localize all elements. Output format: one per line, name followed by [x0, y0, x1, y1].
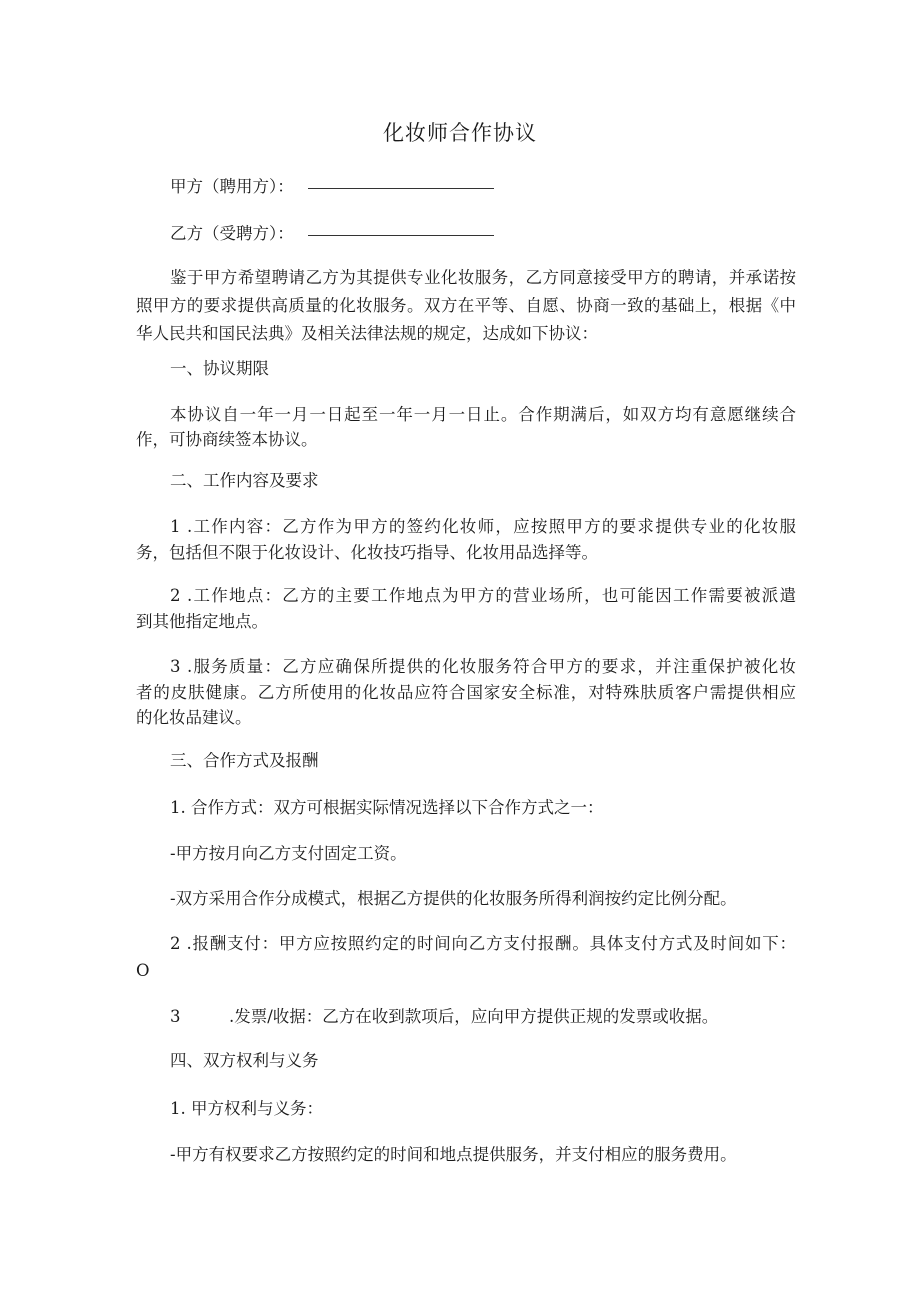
party-b-label: 乙方（受聘方）：: [170, 224, 294, 243]
section-3-item-1: 1. 合作方式：双方可根据实际情况选择以下合作方式之一：: [170, 798, 604, 817]
party-b-row: [170, 218, 796, 249]
preamble-line-1: 鉴于甲方希望聘请乙方为其提供专业化妆服务，乙方同意接受甲方的聘请，并承诺按: [170, 268, 796, 287]
party-b-blank[interactable]: [308, 234, 494, 236]
preamble-line-2: 照甲方的要求提供高质量的化妆服务。双方在平等、自愿、协商一致的基础上，根据《中: [136, 296, 796, 315]
section-3-item-3: [170, 1001, 796, 1032]
section-1-heading: 一、协议期限: [170, 359, 269, 378]
section-2-heading: 二、工作内容及要求: [170, 471, 319, 490]
section-2-item-2-line-1: 2 .工作地点：乙方的主要工作地点为甲方的营业场所，也可能因工作需要被派遣: [170, 586, 796, 605]
party-a-label: 甲方（聘用方）：: [170, 177, 294, 196]
section-3-item-3-text: .发票/收据：乙方在收到款项后，应向甲方提供正规的发票或收据。: [229, 1007, 719, 1026]
section-3-heading: 三、合作方式及报酬: [170, 751, 319, 770]
section-2-item-3-line-1: 3 .服务质量：乙方应确保所提供的化妆服务符合甲方的要求，并注重保护被化妆: [170, 657, 796, 676]
party-a-row: [170, 171, 796, 202]
section-1-line-2: 作，可协商续签本协议。: [136, 430, 318, 449]
section-4-option-1: -甲方有权要求乙方按照约定的时间和地点提供服务，并支付相应的服务费用。: [170, 1145, 737, 1164]
section-2-item-1-line-1: 1 .工作内容：乙方作为甲方的签约化妆师，应按照甲方的要求提供专业的化妆服: [170, 517, 796, 536]
section-3-option-1: -甲方按月向乙方支付固定工资。: [170, 844, 407, 863]
section-3-option-2: -双方采用合作分成模式，根据乙方提供的化妆服务所得利润按约定比例分配。: [170, 889, 737, 908]
party-a-blank[interactable]: [308, 187, 494, 189]
section-3-item-2-line-2: O: [136, 961, 150, 980]
section-2-item-1-line-2: 务，包括但不限于化妆设计、化妆技巧指导、化妆用品选择等。: [136, 543, 598, 562]
section-4-heading: 四、双方权利与义务: [170, 1051, 319, 1070]
preamble-line-3: 华人民共和国民法典》及相关法律法规的规定，达成如下协议：: [136, 324, 598, 343]
section-3-item-2-line-1: 2 .报酬支付：甲方应按照约定的时间向乙方支付报酬。具体支付方式及时间如下：: [170, 934, 796, 953]
document-title: 化妆师合作协议: [383, 121, 537, 145]
section-3-item-3-number: 3: [170, 1007, 181, 1026]
section-2-item-2-line-2: 到其他指定地点。: [136, 612, 268, 631]
section-1-line-1: 本协议自一年一月一日起至一年一月一日止。合作期满后，如双方均有意愿继续合: [170, 405, 796, 424]
section-4-item-1: 1. 甲方权利与义务：: [170, 1099, 323, 1118]
section-2-item-3-line-3: 的化妆品建议。: [136, 708, 252, 727]
section-2-item-3-line-2: 者的皮肤健康。乙方所使用的化妆品应符合国家安全标准，对特殊肤质客户需提供相应: [136, 683, 796, 702]
